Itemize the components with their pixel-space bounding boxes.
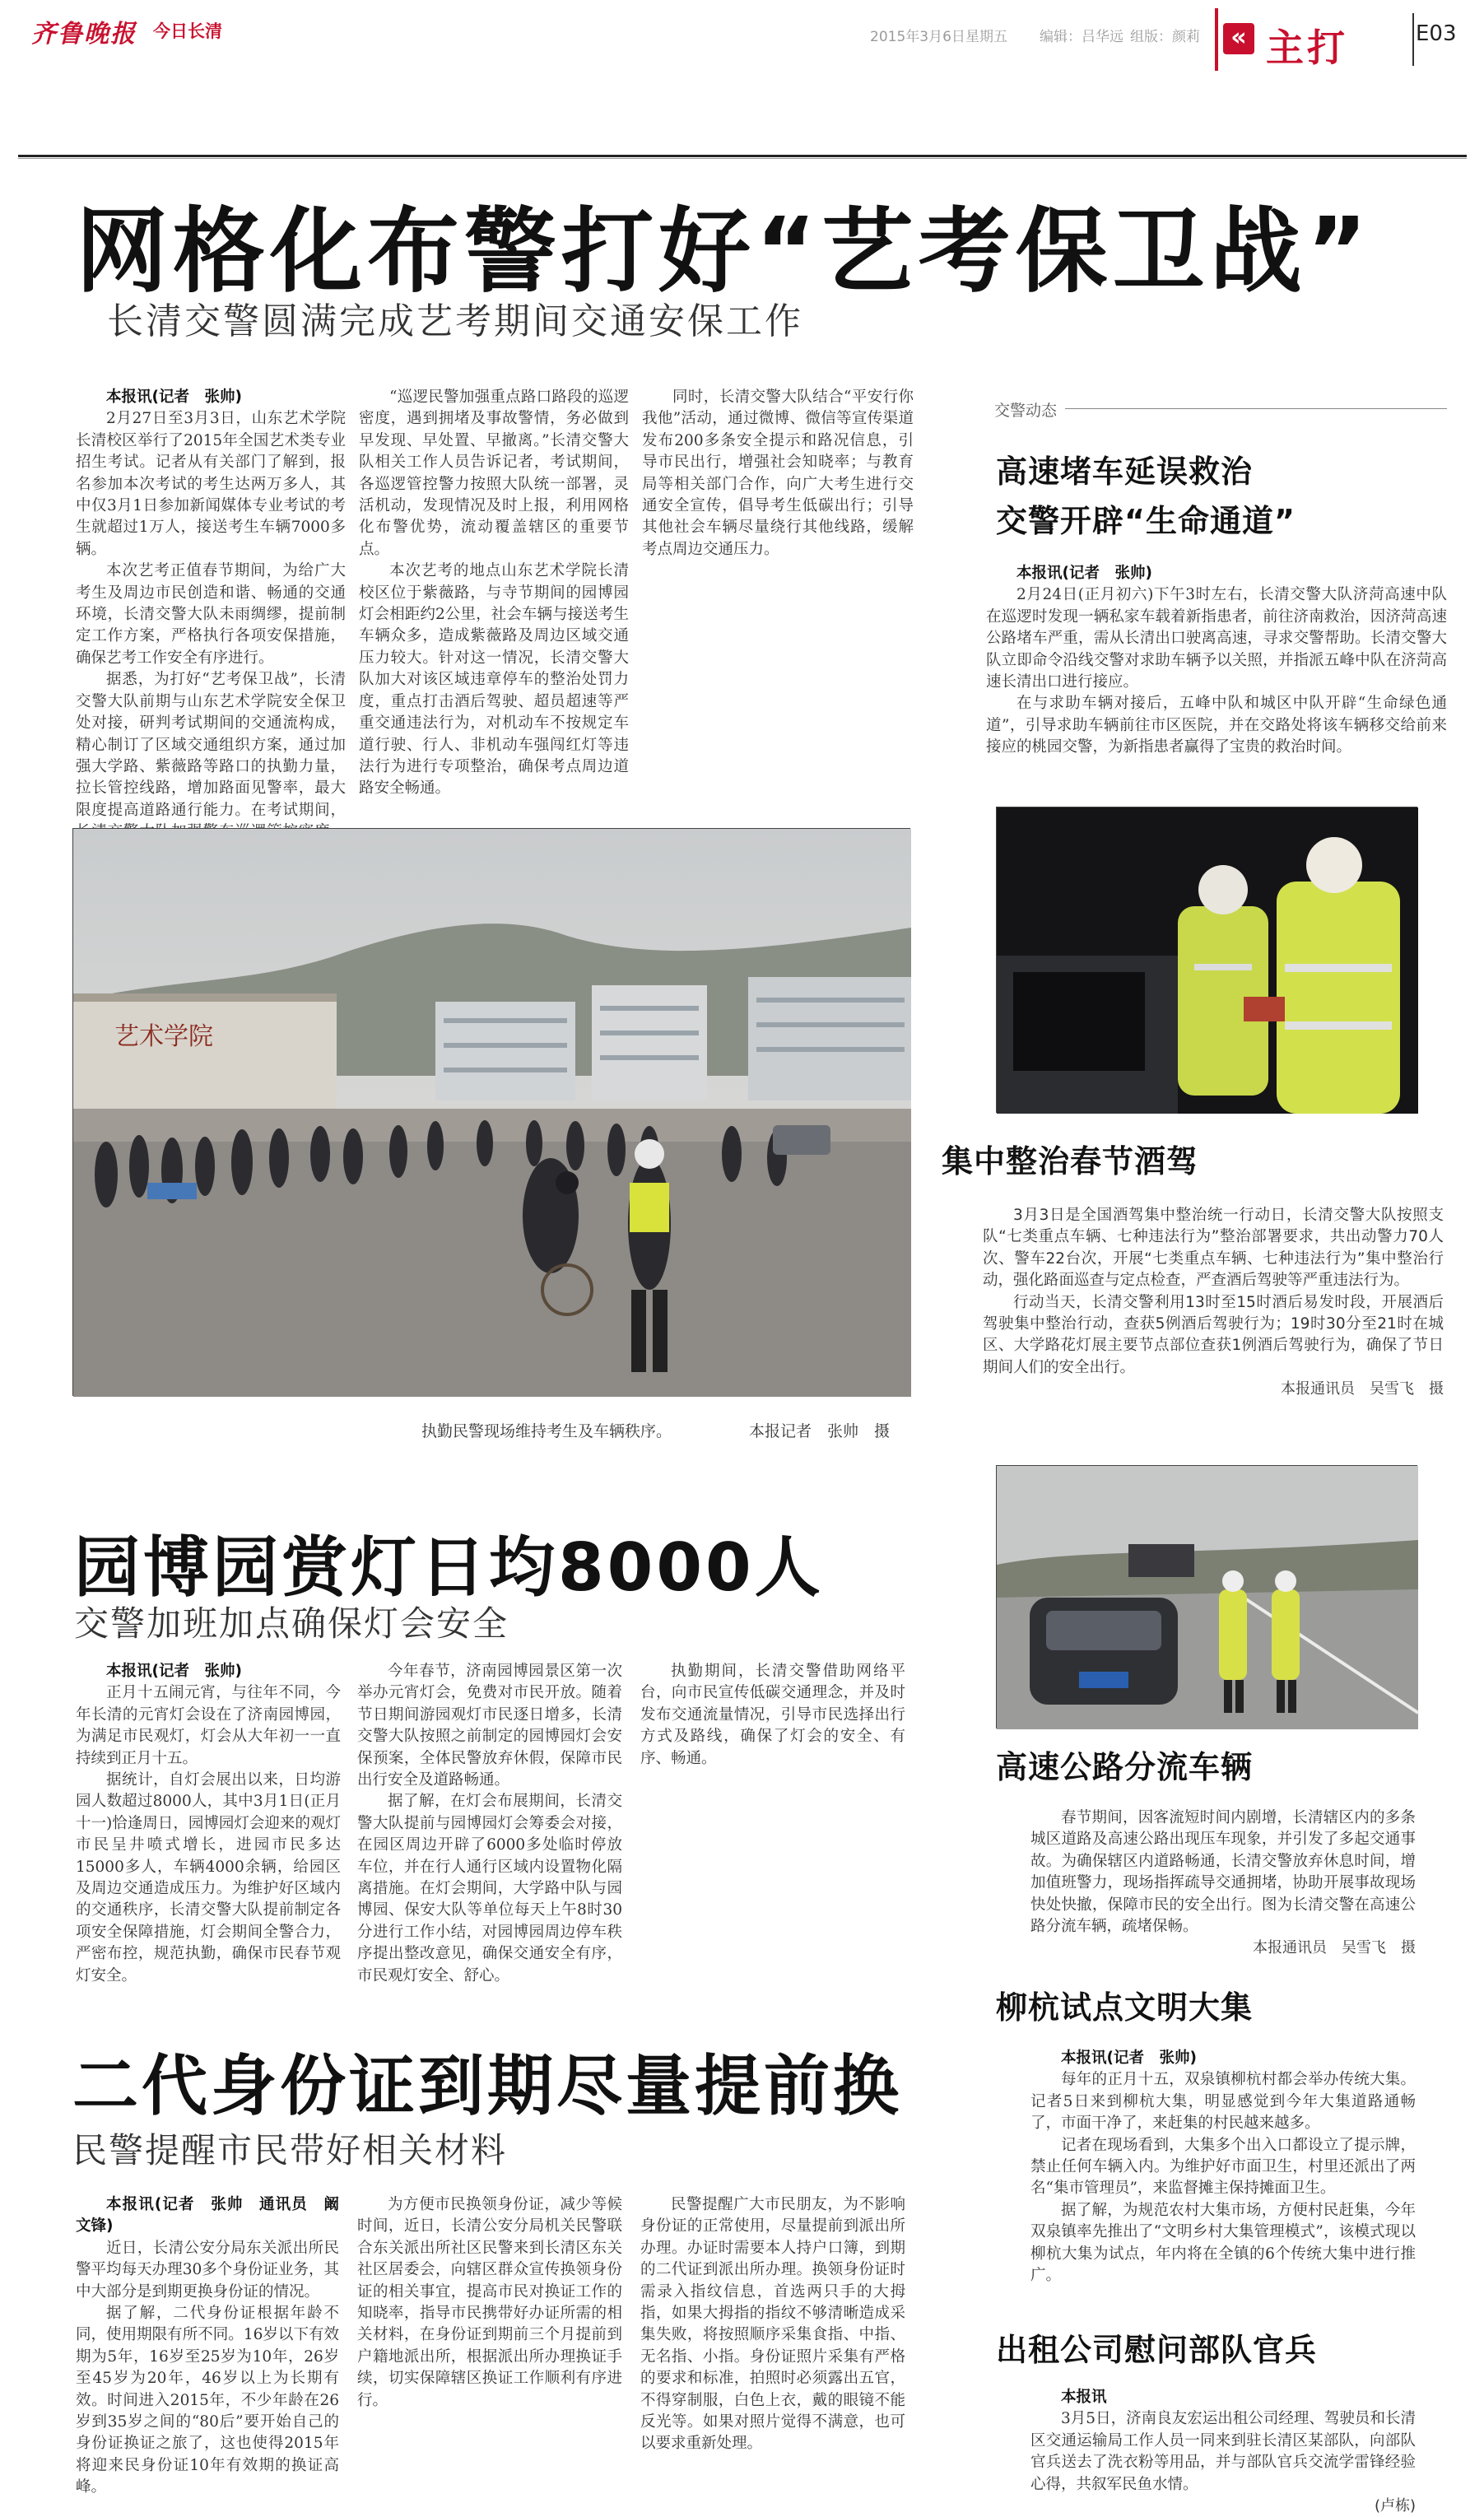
- sidebar-item-4-byline: 本报讯(记者 张帅): [1061, 2049, 1197, 2067]
- third-subhead: 民警提醒市民带好相关材料: [72, 2130, 508, 2170]
- sidebar-item-5-byline: 本报讯: [1061, 2389, 1107, 2406]
- lead-photo-scene: [73, 829, 911, 1397]
- second-paragraph: 今年春节，济南园博园景区第一次举办元宵灯会，免费对市民开放。随着节日期间游园观灯市民逐日增多，长清交警大队按照之前制定的园博园灯会安保预案，全体民警放弃休假，保障市民出行安全及道路畅通。: [357, 1663, 622, 1789]
- sidebar-item-1-paragraph: 2月24日(正月初六)下午3时左右，长清交警大队济菏高速中队在巡逻时发现一辆私家车载着新指患者，前往济南救治，因济菏高速公路堵车严重，需从长清出口驶离高速，寻求交警帮助。长清交警大队立即命令沿线交警对求助车辆予以关照，并指派五峰中队在济菏高速长清出口进行接应。: [986, 586, 1447, 691]
- sidebar-item-1-headline-1: 高速堵车延误救治: [996, 454, 1254, 490]
- sidebar-item-4-body: [1030, 2048, 1416, 2295]
- lead-paragraph: 本次艺考正值春节期间，为给广大考生及周边市民创造和谐、畅通的交通环境，长清交警大队未雨绸缪，提前制定工作方案，严格执行各项安保措施，确保艺考工作安全有序进行。: [76, 562, 346, 667]
- night-check-scene: [997, 807, 1418, 1114]
- lead-column-1: [76, 387, 346, 819]
- third-headline: 二代身份证到期尽量提前换: [72, 2048, 902, 2124]
- lead-paragraph: 本次艺考的地点山东艺术学院长清校区位于紫薇路，与寺节期间的园博园灯会相距约2公里，社会车辆与接送考生车辆众多，造成紫薇路及周边区域交通压力较大。针对这一情况，长清交警大队加大对该区域违章停车的整治处罚力度，重点打击酒后驾驶、超员超速等严重交通违法行为，对机动车不按规定车道行驶、行人、非机动车强闯红灯等违法行为进行专项整治，确保考点周边道路安全畅通。: [359, 562, 629, 798]
- tag-separator: [1412, 13, 1414, 66]
- lead-paragraph: 2月27日至3月3日，山东艺术学院长清校区举行了2015年全国艺术类专业招生考试。记者从有关部门了解到，报名参加本次考试的考生达两万多人，其中仅3月1日参加新闻媒体专业考试的考生就超过1万人，接送考生车辆7000多辆。: [76, 410, 346, 558]
- sidebar-item-4-paragraph: 记者在现场看到，大集多个出入口都设立了提示牌，禁止任何车辆入内。为维护好市面卫生，村里还派出了两名“集市管理员”，来监督摊主保持摊面卫生。: [1030, 2136, 1416, 2198]
- tag-divider: [1215, 8, 1218, 71]
- issue-date: 2015年3月6日: [870, 29, 965, 45]
- second-column-3: [640, 1661, 905, 1969]
- lead-byline: 本报讯(记者 张帅): [106, 388, 242, 406]
- second-paragraph: 据了解，在灯会布展期间，长清交警大队提前与园博园灯会筹委会对接，在园区周边开辟了6000多处临时停放车位，并在行人通行区域内设置物化隔离措施。在灯会期间，大学路中队与园博园、保安大队等单位每天上午8时30分进行工作小结，对园博园周边停车秩序提出整改意见，确保交通安全有序，市民观灯安全、舒心。: [357, 1793, 622, 1984]
- sidebar-item-4-headline: 柳杭试点文明大集: [996, 1989, 1254, 2026]
- sidebar-photo-night-check: [996, 807, 1417, 1113]
- third-paragraph: 民警提醒广大市民朋友，为不影响身份证的正常使用，尽量提前到派出所办理。办证时需要本人持户口簿，到期的二代证到派出所办理。换领身份证时需录入指纹信息，首选两只手的大拇指，如果大拇指的指纹不够清晰造成采集失败，将按照顺序采集食指、中指、无名指、小指。身份证照片采集有严格的要求和标准，拍照时必须露出五官，不得穿制服，白色上衣，戴的眼镜不能反光等。如果对照片觉得不满意，也可以要求重新处理。: [640, 2196, 905, 2453]
- sidebar-item-1-byline: 本报讯(记者 张帅): [1016, 565, 1152, 582]
- sidebar-item-2-credit: 本报通讯员 吴雪飞 摄: [1281, 1380, 1444, 1398]
- third-paragraph: 为方便市民换领身份证，减少等候时间，近日，长清公安分局机关民警联合东关派出所社区民警来到长清区东关社区居委会，向辖区群众宣传换领身份证的相关事宜，提高市民对换证工作的知晓率，指导市民携带好办证所需的相关材料，在身份证到期前三个月提前到户籍地派出所，根据派出所办理换证手续，切实保障辖区换证工作顺利有序进行。: [357, 2196, 622, 2409]
- second-column-1: [76, 1661, 341, 1984]
- masthead-rule-thin: [18, 158, 1467, 159]
- lead-headline: 网格化布警打好“艺考保卫战”: [76, 198, 1373, 305]
- third-column-2: [357, 2194, 622, 2494]
- issue-weekday: 星期五: [965, 29, 1007, 45]
- second-subhead: 交警加班加点确保灯会安全: [74, 1603, 509, 1644]
- lead-subhead: 长清交警圆满完成艺考期间交通安保工作: [107, 300, 803, 342]
- second-byline: 本报讯(记者 张帅): [106, 1663, 242, 1680]
- sidebar-label: 交警动态: [986, 398, 1065, 421]
- third-paragraph: 近日，长清公安分局东关派出所民警平均每天办理30多个身份证业务，其中大部分是到期更换身份证的情况。: [76, 2239, 339, 2301]
- sidebar-item-3-credit: 本报通讯员 吴雪飞 摄: [1253, 1939, 1416, 1957]
- sidebar-item-4-paragraph: 据了解，为规范农村大集市场，方便村民赶集，今年双泉镇率先推出了“文明乡村大集管理模式”，该模式现以柳杭大集为试点，年内将在全镇的6个传统大集中进行推广。: [1030, 2201, 1416, 2285]
- sidebar-item-3-paragraph: 春节期间，因客流短时间内剧增，长清辖区内的多条城区道路及高速公路出现压车现象，并引发了多起交通事故。为确保辖区内道路畅通，长清交警放弃休息时间，增加值班警力，现场指挥疏导交通拥堵，协助开展事故现场快处快撤，保障市民的安全出行。图为长清交警在高速公路分流车辆，疏堵保畅。: [1030, 1809, 1416, 1936]
- masthead: [0, 0, 1484, 82]
- masthead-rule: [18, 155, 1467, 157]
- chevron-left-icon: «: [1223, 23, 1254, 54]
- sidebar-item-2-headline: 集中整治春节酒驾: [942, 1143, 1199, 1179]
- third-column-3: [640, 2194, 905, 2494]
- newspaper-logo: 齐鲁晚报: [31, 20, 137, 49]
- lead-paragraph: “巡逻民警加强重点路口路段的巡逻密度，遇到拥堵及事故警情，务必做到早发现、早处置、早撤离。”长清交警大队相关工作人员告诉记者，考试期间，各巡逻管控警力按照大队统一部署，灵活机动，发现情况及时上报，利用网格化布警优势，流动覆盖辖区的重要节点。: [359, 388, 629, 558]
- editor-credit: 编辑：吕华远: [1040, 29, 1123, 45]
- page-tag: [1215, 8, 1442, 71]
- sidebar-item-5-credit: (卢栋): [1374, 2497, 1416, 2515]
- page-tag-label: 主打: [1266, 26, 1348, 70]
- lead-photo-caption: 执勤民警现场维持考生及车辆秩序。: [421, 1422, 672, 1440]
- second-paragraph: 执勤期间，长清交警借助网络平台，向市民宣传低碳交通理念，并及时发布交通流量情况，引导市民选择出行方式及路线，确保了灯会的安全、有序、畅通。: [640, 1663, 905, 1767]
- sidebar-item-5-body: [1030, 2387, 1416, 2515]
- lead-column-2: [359, 387, 629, 807]
- second-paragraph: 据统计，自灯会展出以来，日均游园人数超过8000人，其中3月1日(正月十一)恰逢周日，园博园灯会迎来的观灯市民呈井喷式增长，进园市民多达15000多人，车辆4000余辆，给园区及周边交通造成压力。为维护好区域内的交通秩序，长清交警大队提前制定各项安全保障措施，灯会期间全警合力，严密布控，规范执勤，确保市民春节观灯安全。: [76, 1771, 341, 1984]
- sidebar-item-5-headline: 出租公司慰问部队官兵: [996, 2332, 1318, 2368]
- layout-credit: 组版：颜莉: [1130, 29, 1200, 45]
- section-name: 今日长清: [153, 21, 222, 41]
- sidebar-item-3-headline: 高速公路分流车辆: [996, 1749, 1254, 1785]
- highway-scene: [997, 1466, 1418, 1729]
- sidebar-item-1-paragraph: 在与求助车辆对接后，五峰中队和城区中队开辟“生命绿色通道”，引导求助车辆前往市区医院，并在交路处将该车辆移交给前来接应的桃园交警，为新指患者赢得了宝贵的救治时间。: [986, 695, 1447, 756]
- sidebar-item-2-paragraph: 3月3日是全国酒驾集中整治统一行动日，长清交警大队按照支队“七类重点车辆、七种违法行为”整治部署要求，共出动警力70人次、警车22台次，开展“七类重点车辆、七种违法行为”集中整治行动，强化路面巡查与定点检查，严查酒后驾驶等严重违法行为。: [983, 1207, 1444, 1290]
- sidebar-photo-highway: [996, 1465, 1417, 1728]
- sidebar-item-2-body: [983, 1205, 1444, 1419]
- sidebar-item-1-headline-2: 交警开辟“生命通道”: [996, 503, 1296, 539]
- lead-paragraph: 据悉，为打好“艺考保卫战”，长清交警大队前期与山东艺术学院安全保卫处对接，研判考试期间的交通流构成，精心制订了区域交通组织方案，通过加强大学路、紫薇路等路口的执勤力量，拉长管控线路，增加路面见警率，最大限度提高道路通行能力。在考试期间，: [76, 671, 346, 819]
- sidebar-item-2-paragraph: 行动当天，长清交警利用13时至15时酒后易发时段，开展酒后驾驶集中整治行动，查获5例酒后驾驶行为；19时30分至21时在城区、大学路花灯展主要节点部位查获1例酒后驾驶行为，确保了节日期间人们的安全出行。: [983, 1293, 1444, 1376]
- lead-photo: [72, 828, 910, 1396]
- third-column-1: [76, 2194, 339, 2494]
- third-paragraph: 据了解，二代身份证根据年龄不同，使用期限有所不同。16岁以下有效期为5年，16岁至25岁为10年，26岁至45岁为20年，46岁以上为长期有效。时间进入2015年，不少年龄在26岁到35岁之间的“80后”要开始自己的身份证换证之旅了，这也使得2015年将迎来民身份证10年有效期的换证高峰。: [76, 2305, 339, 2496]
- campus-sign-text: 艺术学院: [114, 1022, 213, 1051]
- second-column-2: [357, 1661, 622, 1984]
- second-headline: 园博园赏灯日均8000人: [74, 1529, 824, 1606]
- lead-column-3: [642, 387, 914, 807]
- lead-paragraph: 同时，长清交警大队结合“平安行你我他”活动，通过微博、微信等宣传渠道发布200多条安全提示和路况信息，引导市民出行，增强社会知晓率；与教育局等相关部门合作，向广大考生进行交通安全宣传，倡导考生低碳出行；引导其他社会车辆尽量绕行其他线路，缓解考点周边交通压力。: [642, 388, 914, 558]
- second-paragraph: 正月十五闹元宵，与往年不同，今年长清的元宵灯会设在了济南园博园，为满足市民观灯，灯会从大年初一一直持续到正月十五。: [76, 1684, 341, 1767]
- sidebar-item-4-paragraph: 每年的正月十五，双泉镇柳杭村都会举办传统大集。记者5日来到柳杭大集，明显感觉到今年大集道路通畅了，市面干净了，来赶集的村民越来越多。: [1030, 2071, 1416, 2133]
- sidebar-item-5-paragraph: 3月5日，济南良友宏运出租公司经理、驾驶员和长清区交通运输局工作人员一同来到驻长清区某部队，向部队官兵送去了洗衣粉等用品，并与部队官兵交流学雷锋经验心得，共叙军民鱼水情。: [1030, 2410, 1416, 2493]
- sidebar-item-1-body: [986, 563, 1447, 780]
- third-byline: 本报讯(记者 张帅 通讯员 阚文锋): [76, 2196, 339, 2236]
- page-number: E03: [1416, 21, 1457, 46]
- lead-photo-credit: 本报记者 张帅 摄: [749, 1422, 891, 1440]
- sidebar-item-3-body: [1030, 1807, 1416, 1964]
